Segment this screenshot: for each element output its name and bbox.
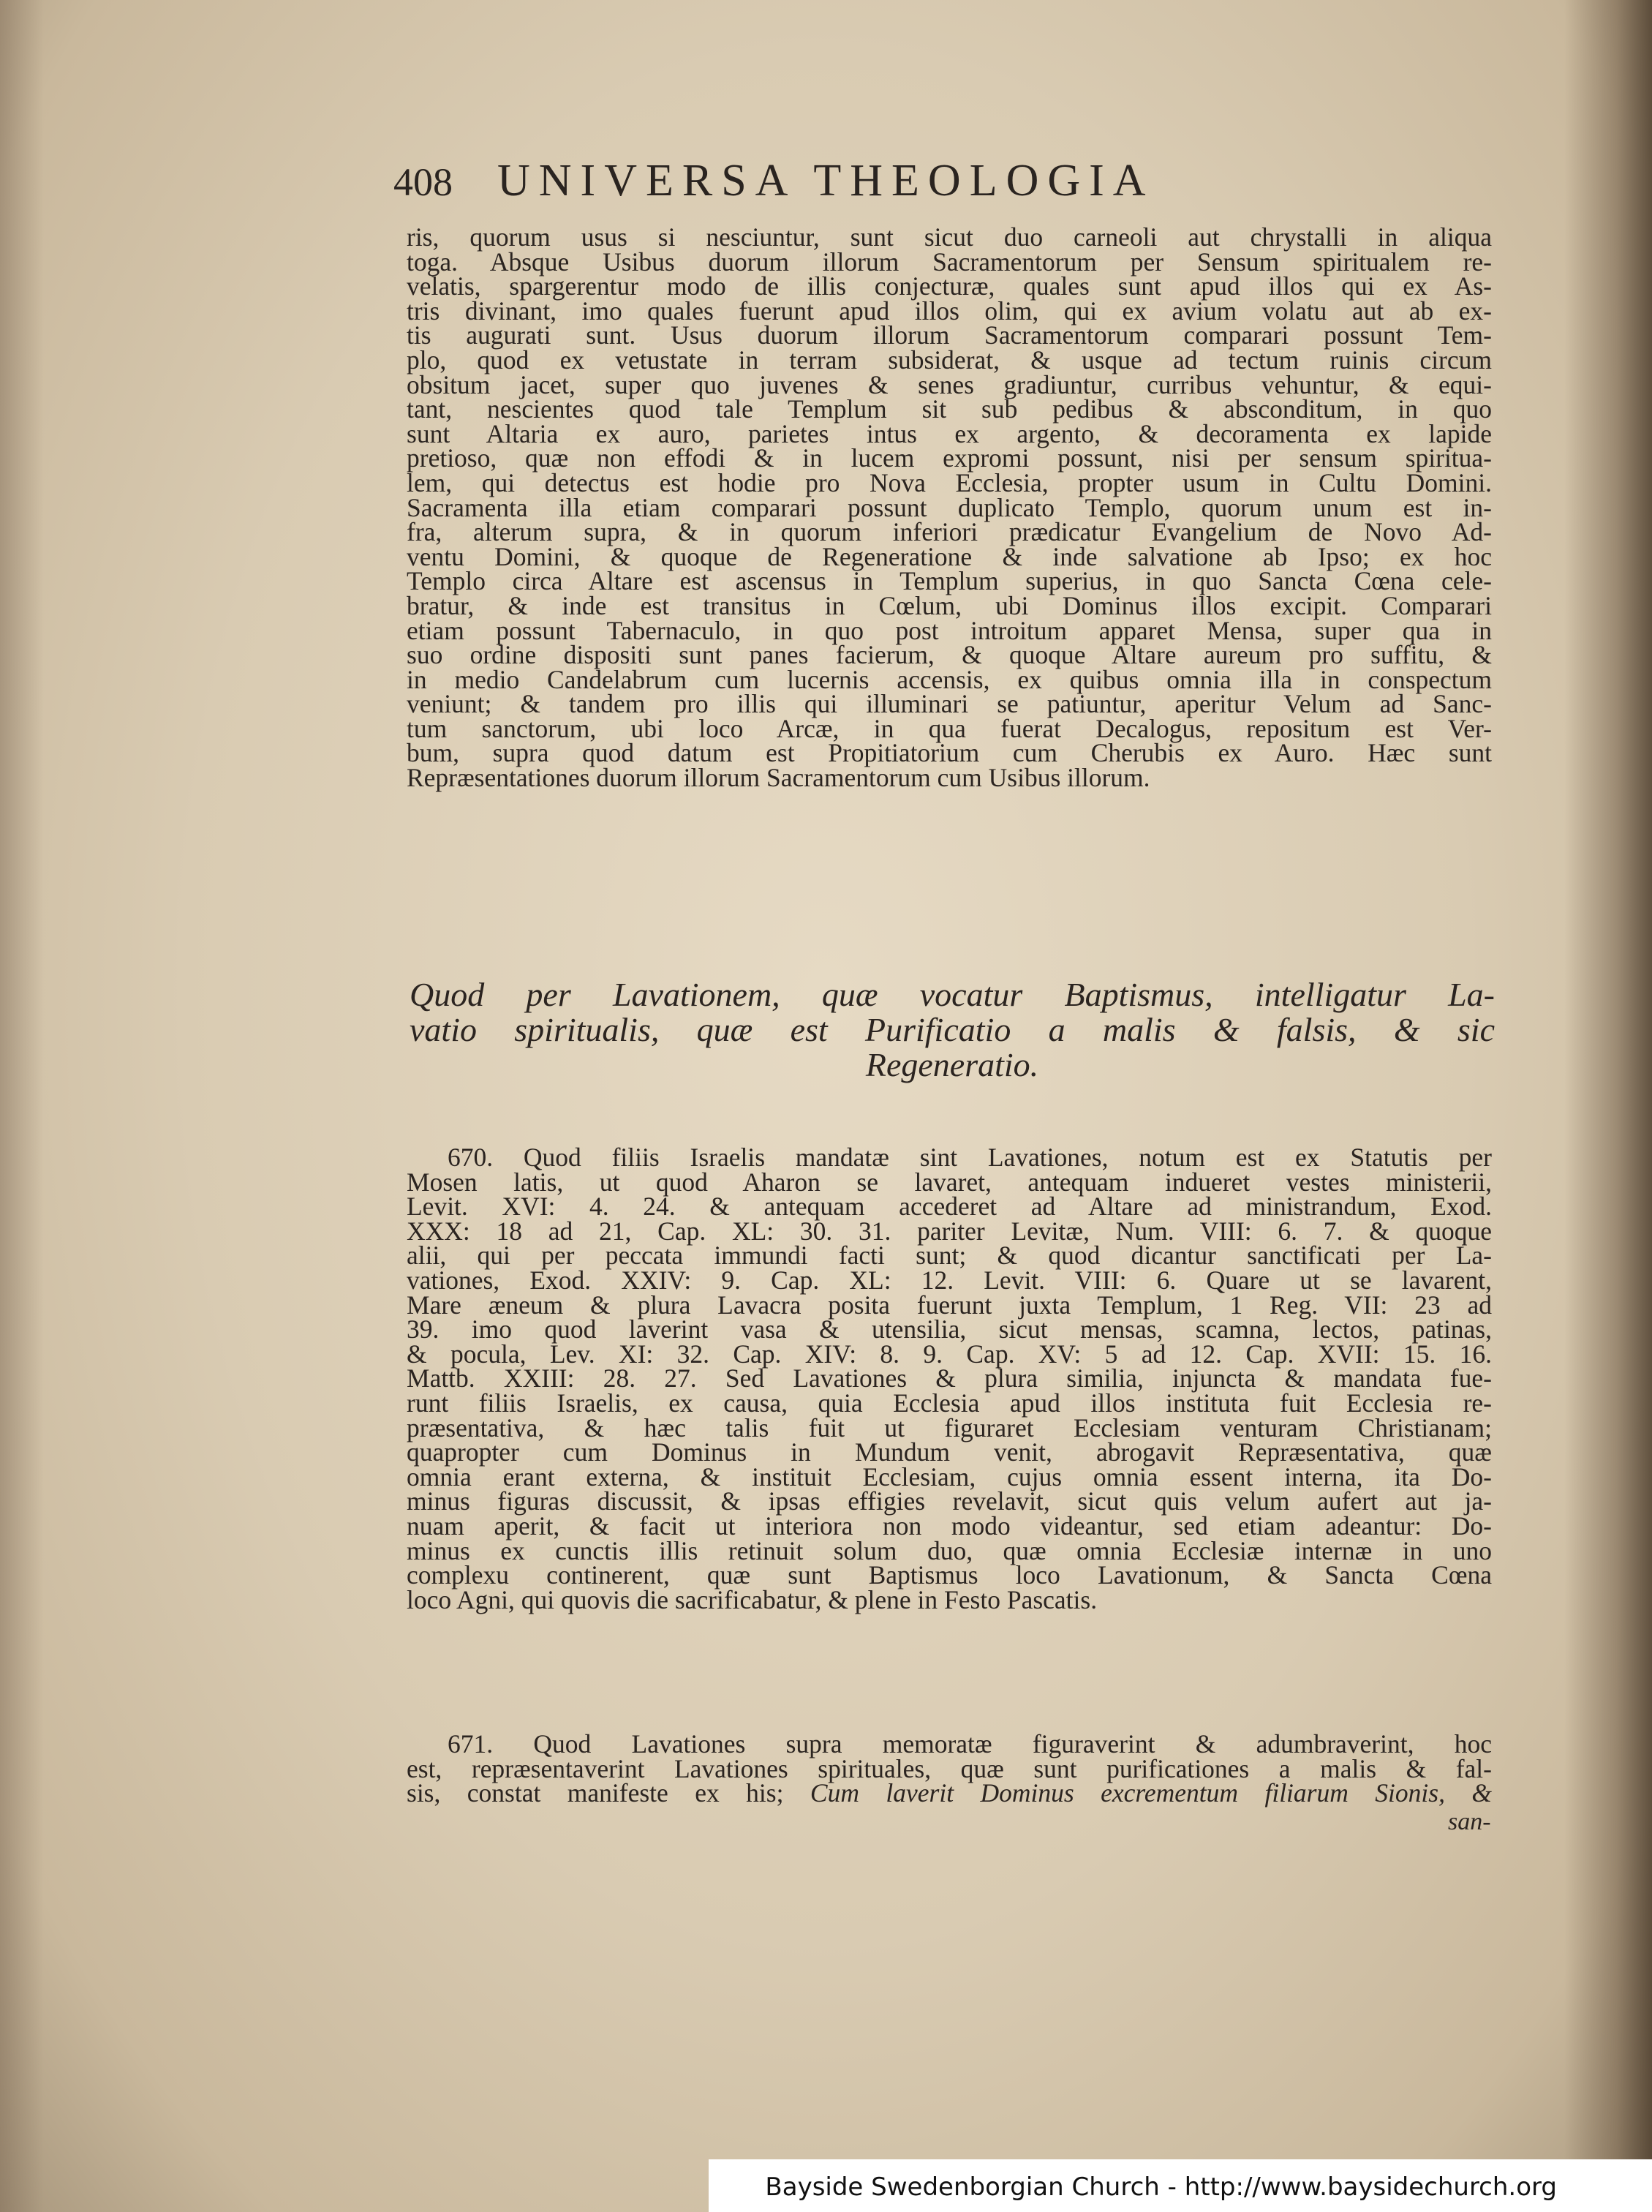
binding-spine-shadow: [1564, 0, 1652, 2212]
text-line: runt filiis Israelis, ex causa, quia Ecclesia apud illos instituta fuit Ecclesia re-: [407, 1388, 1492, 1418]
text-line: etiam possunt Tabernaculo, in quo post introitum apparet Mensa, super qua in: [407, 615, 1492, 645]
text-span: sis, constat manifeste ex his;: [407, 1778, 784, 1808]
text-line: bratur, & inde est transitus in Cœlum, ubi Dominus illos excipit. Comparari: [407, 590, 1492, 620]
text-line: minus ex cunctis illis retinuit solum duo, quæ omnia Ecclesiæ internæ in uno: [407, 1535, 1492, 1565]
text-line: est, repræsentaverint Lavationes spirituales, quæ sunt purificationes a malis & fal-: [407, 1753, 1492, 1783]
text-line: lem, qui detectus est hodie pro Nova Ecclesia, propter usum in Cultu Domini.: [407, 467, 1492, 497]
text-line: & pocula, Lev. XI: 32. Cap. XIV: 8. 9. Cap. XV: 5 ad 12. Cap. XVII: 15. 16.: [407, 1339, 1492, 1369]
text-line: 39. imo quod laverint vasa & utensilia, sicut mensas, scamna, lectos, patinas,: [407, 1314, 1492, 1344]
italic-quotation: Cum laverit Dominus excrementum filiarum Sionis, &: [810, 1778, 1493, 1808]
text-line: alii, qui per peccata immundi facti sunt; & quod dicantur sanctificati per La-: [407, 1241, 1492, 1271]
text-line: veniunt; & tandem pro illis qui illuminari se patiuntur, aperitur Velum ad Sanc-: [407, 689, 1492, 719]
page-left-edge-shadow: [0, 0, 44, 2212]
text-line: vationes, Exod. XXIV: 9. Cap. XL: 12. Levit. VIII: 6. Quare ut se lavarent,: [407, 1265, 1492, 1295]
text-line: tris divinant, imo quales fuerunt apud illos olim, qui ex avium volatu aut ab ex-: [407, 296, 1492, 326]
text-line: toga. Absque Usibus duorum illorum Sacramentorum per Sensum spiritualem re-: [407, 247, 1492, 276]
text-line: sunt Altaria ex auro, parietes intus ex argento, & decoramenta ex lapide: [407, 418, 1492, 448]
text-line: in medio Candelabrum cum lucernis accensis, ex quibus omnia illa in conspectum: [407, 664, 1492, 694]
text-line: minus figuras discussit, & ipsas effigies revelavit, sicut quis velum aufert aut ja-: [407, 1486, 1492, 1516]
paragraph-671: [407, 1729, 1493, 1808]
text-line: Mattb. XXIII: 28. 27. Sed Lavationes & plura similia, injuncta & mandata fue-: [407, 1363, 1492, 1393]
text-line: Levit. XVI: 4. 24. & antequam accederet ad Altare ad ministrandum, Exod.: [407, 1192, 1492, 1222]
text-line: 670. Quod filiis Israelis mandatæ sint Lavationes, notum est ex Statutis per: [448, 1143, 1492, 1172]
text-line: loco Agni, qui quovis die sacrificabatur, & plene in Festo Pascatis.: [407, 1584, 1098, 1614]
page-number: 408: [393, 160, 453, 204]
text-line: Templo circa Altare est ascensus in Templum superius, in quo Sancta Cœna cele-: [407, 566, 1492, 596]
text-line: Repræsentationes duorum illorum Sacramentorum cum Usibus illorum.: [407, 763, 1150, 793]
text-line: suo ordine dispositi sunt panes facierum, & quoque Altare aureum pro suffitu, &: [407, 640, 1492, 670]
text-line: XXX: 18 ad 21, Cap. XL: 30. 31. pariter Levitæ, Num. VIII: 6. 7. & quoque: [407, 1216, 1492, 1246]
text-line: tant, nescientes quod tale Templum sit sub pedibus & absconditum, in quo: [407, 394, 1492, 424]
text-line: plo, quod ex vetustate in terram subsiderat, & usque ad tectum ruinis circum: [407, 345, 1492, 375]
catchword: san-: [1448, 1808, 1491, 1835]
text-line: Mosen latis, ut quod Aharon se lavaret, antequam indueret vestes ministerii,: [407, 1167, 1492, 1197]
section-heading: [410, 977, 1495, 1083]
text-line: ris, quorum usus si nesciuntur, sunt sicut duo carneoli aut chrystalli in aliqua: [407, 222, 1492, 252]
text-line-mixed: [407, 1778, 1493, 1808]
text-line: præsentativa, & hæc talis fuit ut figuraret Ecclesiam venturam Christianam;: [407, 1412, 1492, 1442]
text-line: velatis, spargerentur modo de illis conjecturæ, quales sunt apud illos qui ex As-: [407, 271, 1492, 301]
heading-line: Quod per Lavationem, quæ vocatur Baptismus, intelligatur La-: [410, 976, 1495, 1013]
text-line: Sacramenta illa etiam comparari possunt duplicato Templo, quorum unum est in-: [407, 492, 1492, 522]
text-line: fra, alterum supra, & in quorum inferiori prædicatur Evangelium de Novo Ad-: [407, 517, 1492, 547]
running-head: UNIVERSA THEOLOGIA: [497, 156, 1155, 206]
text-line: quapropter cum Dominus in Mundum venit, abrogavit Repræsentativa, quæ: [407, 1437, 1492, 1467]
text-line: nuam aperit, & facit ut interiora non modo videantur, sed etiam adeantur: Do-: [407, 1511, 1492, 1540]
text-line: complexu continerent, quæ sunt Baptismus loco Lavationum, & Sancta Cœna: [407, 1560, 1492, 1590]
text-line: omnia erant externa, & instituit Ecclesiam, cujus omnia essent interna, ita Do-: [407, 1462, 1492, 1491]
heading-line: vatio spiritualis, quæ est Purificatio a malis & falsis, & sic: [410, 1011, 1495, 1048]
text-line: tis augurati sunt. Usus duorum illorum Sacramentorum comparari possunt Tem-: [407, 320, 1492, 350]
heading-line: Regeneratio.: [865, 1046, 1039, 1083]
text-line: tum sanctorum, ubi loco Arcæ, in qua fuerat Decalogus, repositum est Ver-: [407, 713, 1492, 743]
text-line: Mare æneum & plura Lavacra posita fuerunt juxta Templum, 1 Reg. VII: 23 ad: [407, 1290, 1492, 1320]
paragraph-670: [407, 1143, 1492, 1614]
text-line: ventu Domini, & quoque de Regeneratione & inde salvatione ab Ipso; ex hoc: [407, 541, 1492, 571]
text-line: 671. Quod Lavationes supra memoratæ figuraverint & adumbraverint, hoc: [448, 1729, 1492, 1758]
text-line: bum, supra quod datum est Propitiatorium cum Cherubis ex Auro. Hæc sunt: [407, 738, 1492, 768]
text-line: pretioso, quæ non effodi & in lucem expromi possunt, nisi per sensum spiritua-: [407, 443, 1492, 473]
section-1-text: [407, 222, 1492, 793]
footer-credit-link[interactable]: Bayside Swedenborgian Church - http://www.baysidechurch.org: [765, 2172, 1557, 2202]
text-line: obsitum jacet, super quo juvenes & senes gradiuntur, curribus vehuntur, & equi-: [407, 369, 1492, 399]
